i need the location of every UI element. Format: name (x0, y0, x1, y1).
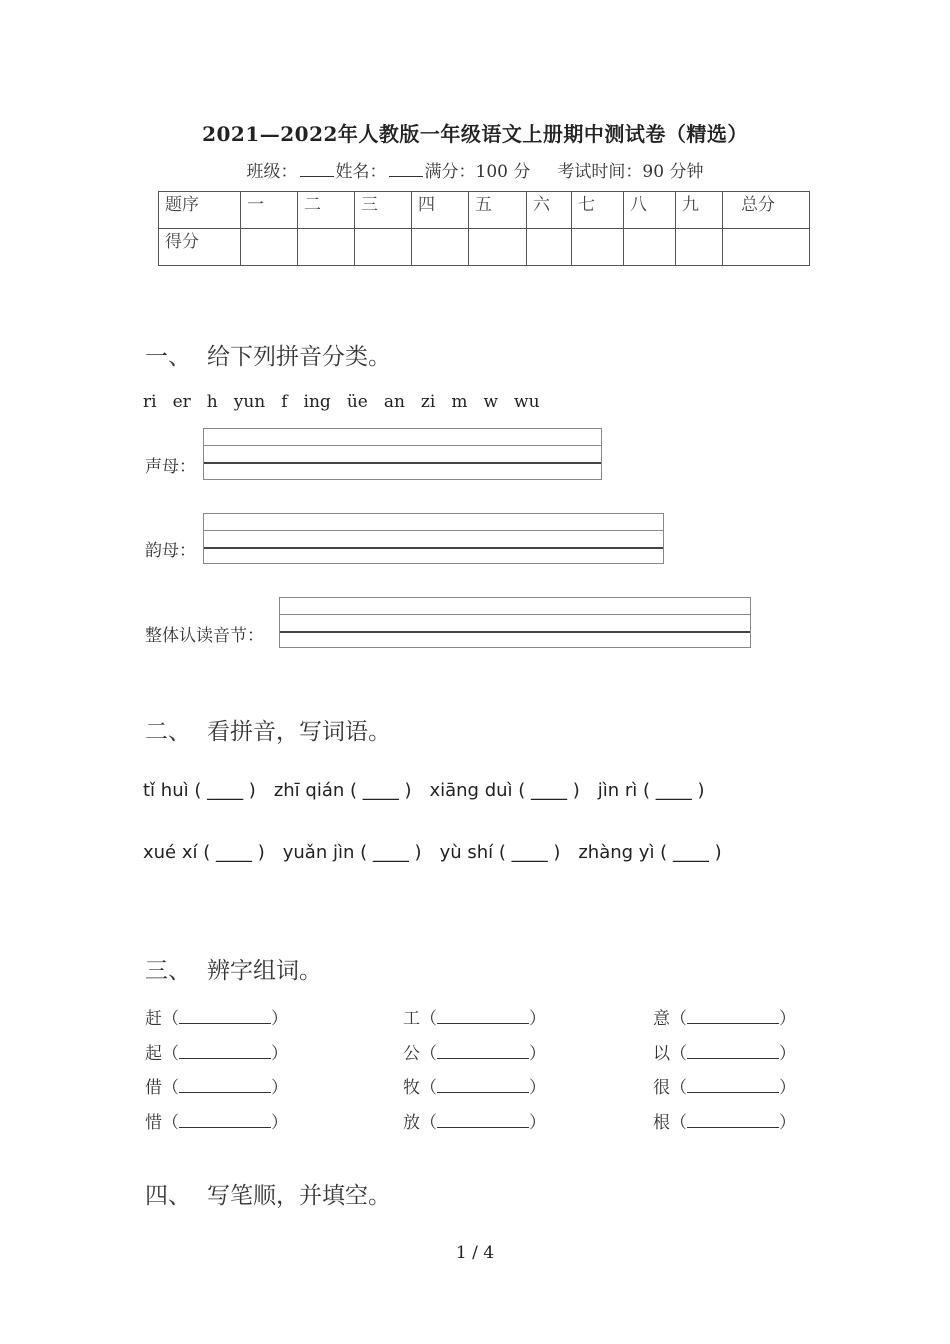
score-cell[interactable] (572, 229, 624, 266)
class-blank[interactable] (300, 162, 334, 177)
shengmu-writing-lines[interactable] (203, 428, 602, 480)
table-cell: 六 (527, 192, 572, 229)
pinyin-item: an (383, 392, 405, 412)
table-cell: 五 (469, 192, 527, 229)
yunmu-label: 韵母： (145, 541, 196, 561)
score-cell[interactable] (298, 229, 355, 266)
char-item[interactable]: 工（ ） (403, 1009, 546, 1029)
pinyin-word[interactable]: xué xí ( ____ ) (143, 842, 265, 863)
score-cell[interactable] (624, 229, 676, 266)
pinyin-item: ing (303, 392, 331, 412)
section-number: 三、 (145, 958, 191, 984)
section-4-heading (145, 1177, 391, 1210)
char-item[interactable]: 意（ ） (653, 1009, 796, 1029)
char-item[interactable]: 借（ ） (145, 1078, 288, 1098)
section-1-heading (145, 338, 391, 371)
pinyin-words-row-2 (143, 842, 740, 863)
section-2-heading (145, 713, 391, 746)
char-item[interactable]: 以（ ） (653, 1044, 796, 1064)
zhengti-label: 整体认读音节： (145, 626, 264, 646)
name-blank[interactable] (389, 162, 423, 177)
pinyin-item: er (172, 392, 191, 412)
class-label: 班级： (246, 162, 298, 182)
section-title: 辨字组词。 (207, 958, 322, 984)
pinyin-words-row-1 (143, 780, 723, 801)
char-item[interactable]: 起（ ） (145, 1044, 288, 1064)
pinyin-word[interactable]: tǐ huì ( ____ ) (143, 780, 256, 801)
page-number: 1 / 4 (455, 1243, 495, 1263)
name-label: 姓名： (335, 162, 387, 182)
score-table-score-row (159, 229, 810, 266)
pinyin-item: üe (346, 392, 368, 412)
section-title: 写笔顺，并填空。 (207, 1183, 391, 1209)
char-item[interactable]: 很（ ） (653, 1078, 796, 1098)
char-item[interactable]: 牧（ ） (403, 1078, 546, 1098)
score-cell[interactable] (241, 229, 298, 266)
pinyin-word[interactable]: yuǎn jìn ( ____ ) (282, 842, 422, 863)
section-number: 一、 (145, 344, 191, 370)
table-cell: 总分 (723, 192, 810, 229)
exam-time: 考试时间：90 分钟 (557, 162, 704, 182)
score-table-header-row (159, 192, 810, 229)
pinyin-item: f (281, 392, 288, 412)
yunmu-writing-lines[interactable] (203, 513, 664, 564)
table-cell: 四 (412, 192, 469, 229)
pinyin-item: yun (233, 392, 266, 412)
page-title: 2021—2022年人教版一年级语文上册期中测试卷（精选） (202, 122, 748, 146)
table-cell: 题序 (159, 192, 241, 229)
score-cell[interactable] (412, 229, 469, 266)
char-item[interactable]: 根（ ） (653, 1113, 796, 1133)
table-cell: 八 (624, 192, 676, 229)
table-cell: 七 (572, 192, 624, 229)
section-title: 看拼音，写词语。 (207, 719, 391, 745)
pinyin-item: m (451, 392, 468, 412)
section-number: 四、 (145, 1183, 191, 1209)
pinyin-item: w (483, 392, 499, 412)
char-item[interactable]: 赶（ ） (145, 1009, 288, 1029)
score-cell[interactable] (527, 229, 572, 266)
shengmu-label: 声母： (145, 457, 196, 477)
exam-info (0, 157, 950, 182)
table-cell: 九 (676, 192, 723, 229)
table-cell: 三 (355, 192, 412, 229)
zhengti-writing-lines[interactable] (279, 597, 751, 648)
full-score: 满分：100 分 (424, 162, 531, 182)
pinyin-item: h (206, 392, 218, 412)
pinyin-word[interactable]: jìn rì ( ____ ) (597, 780, 705, 801)
pinyin-item: wu (514, 392, 540, 412)
table-cell: 得分 (159, 229, 241, 266)
score-cell[interactable] (355, 229, 412, 266)
score-cell[interactable] (676, 229, 723, 266)
table-cell: 二 (298, 192, 355, 229)
char-item[interactable]: 放（ ） (403, 1113, 546, 1133)
score-table (158, 191, 810, 266)
pinyin-word[interactable]: yù shí ( ____ ) (439, 842, 561, 863)
pinyin-word[interactable]: zhī qián ( ____ ) (273, 780, 412, 801)
pinyin-word[interactable]: zhàng yì ( ____ ) (578, 842, 722, 863)
char-item[interactable]: 惜（ ） (145, 1113, 288, 1133)
score-cell[interactable] (723, 229, 810, 266)
table-cell: 一 (241, 192, 298, 229)
pinyin-list (143, 392, 556, 412)
pinyin-item: ri (143, 392, 157, 412)
pinyin-word[interactable]: xiāng duì ( ____ ) (429, 780, 580, 801)
score-cell[interactable] (469, 229, 527, 266)
section-3-heading (145, 952, 322, 985)
pinyin-item: zi (420, 392, 436, 412)
section-title: 给下列拼音分类。 (207, 344, 391, 370)
char-item[interactable]: 公（ ） (403, 1044, 546, 1064)
section-number: 二、 (145, 719, 191, 745)
